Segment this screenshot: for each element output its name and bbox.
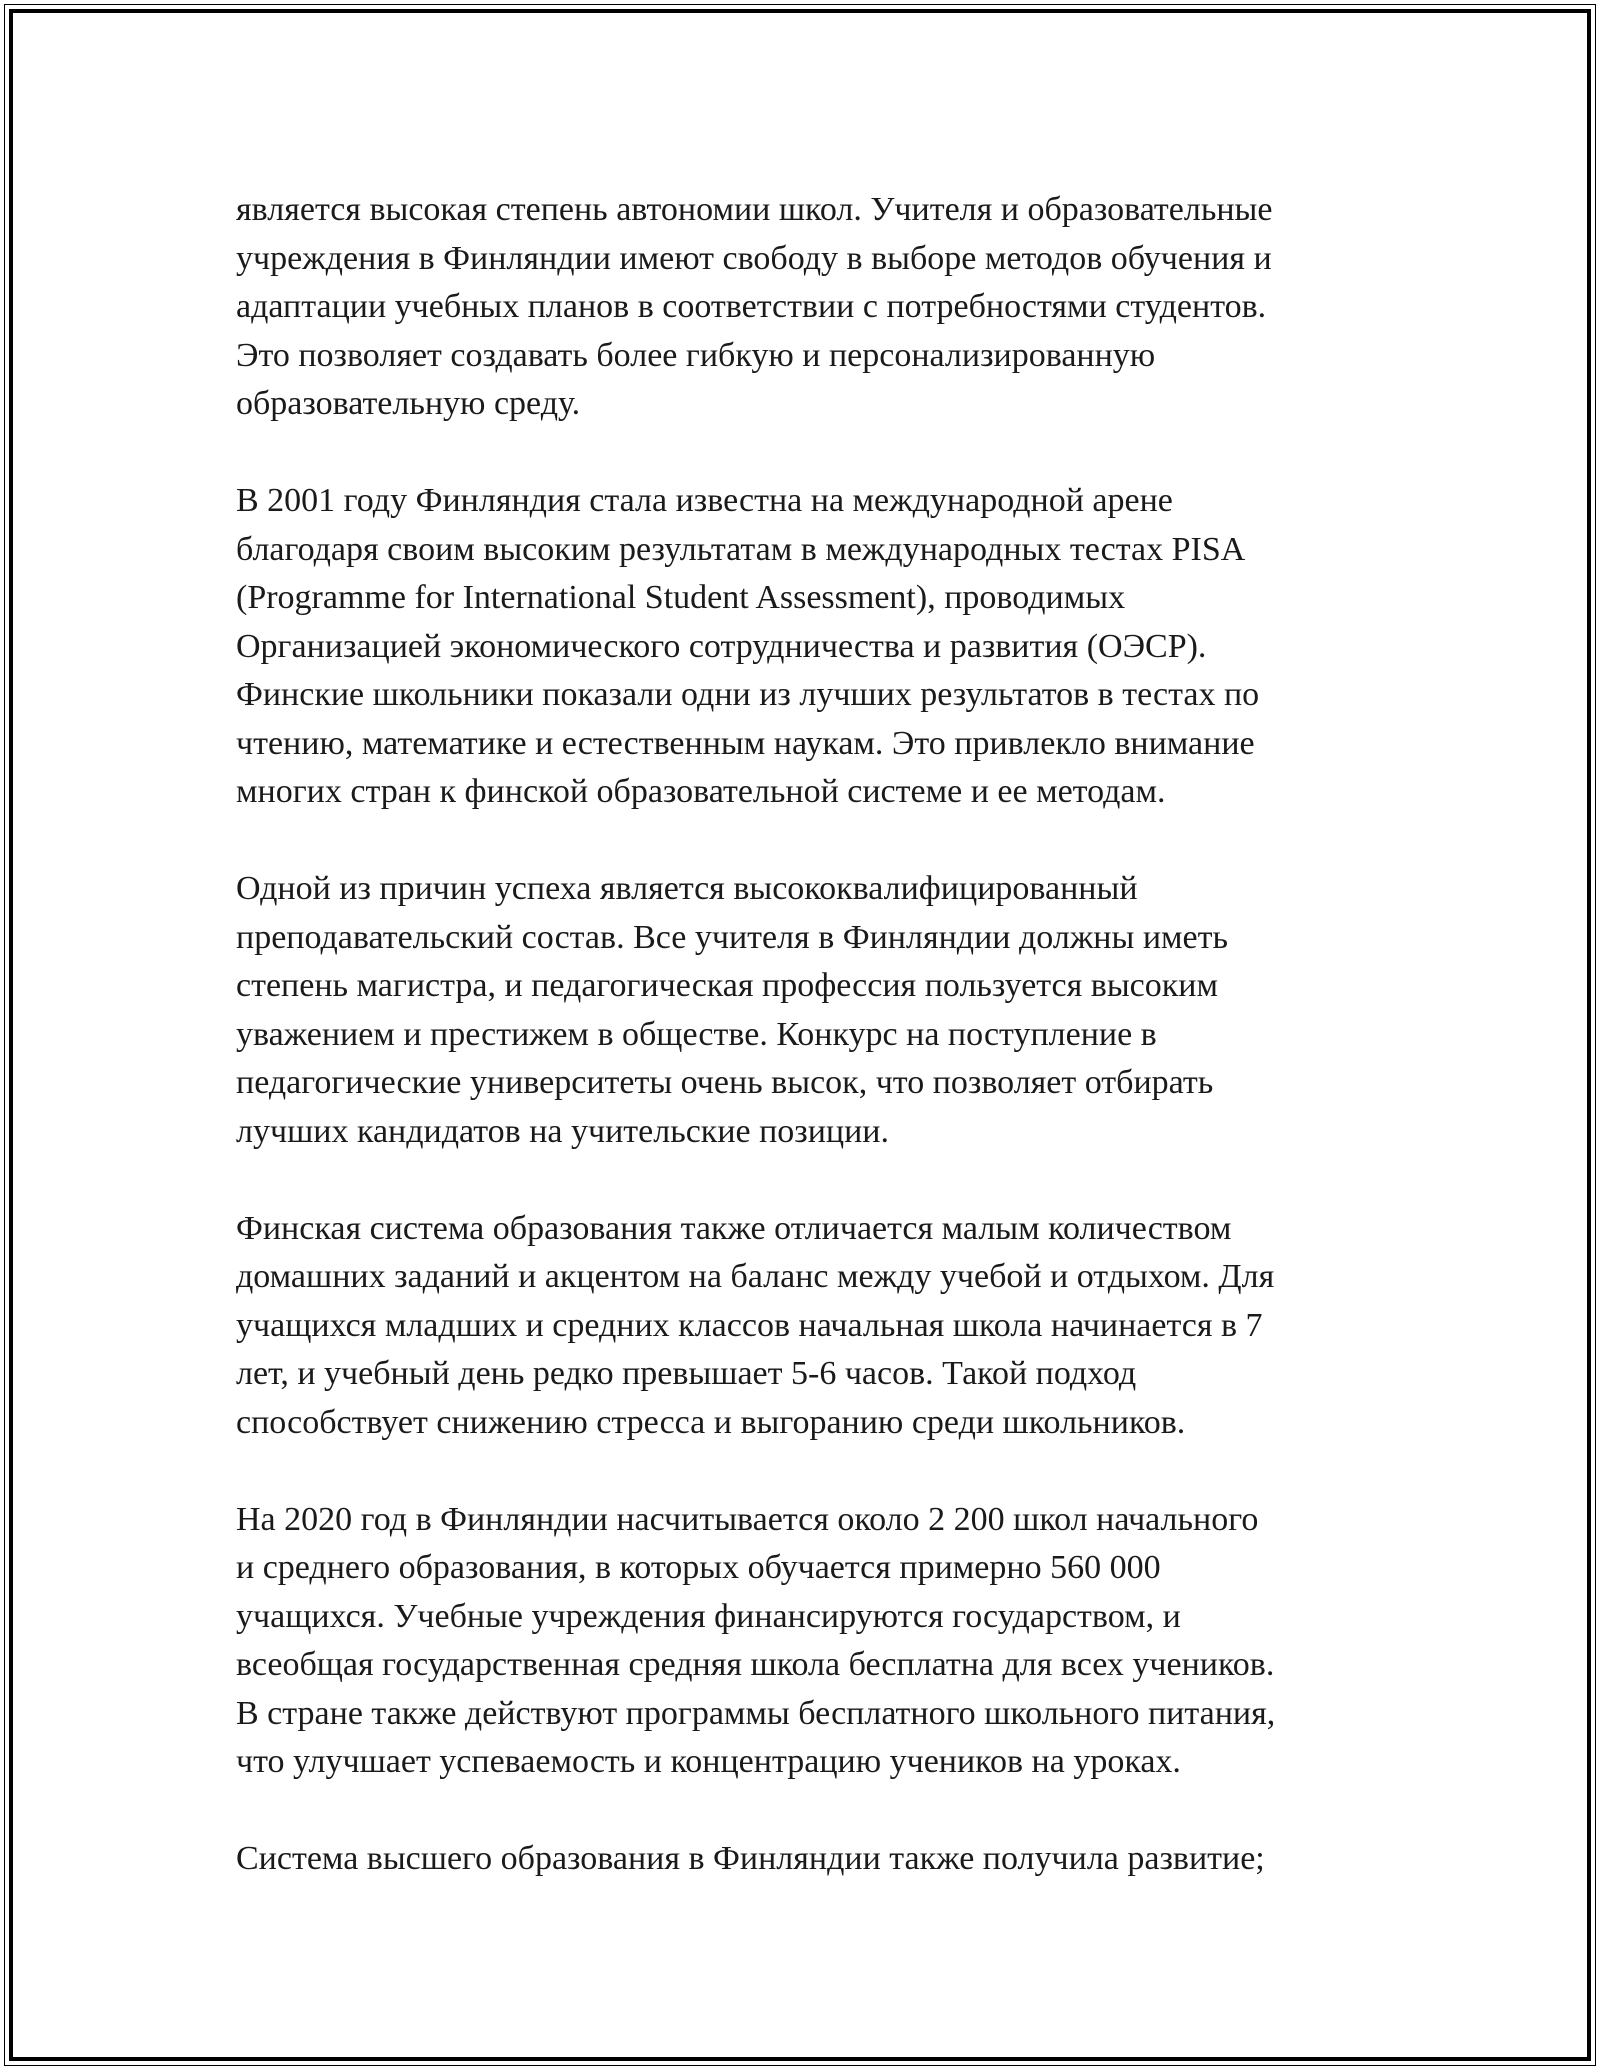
paragraph-higher-education: Система высшего образования в Финляндии также получила развитие; [236, 1840, 1265, 1877]
paragraph-pisa-results: В 2001 году Финляндия стала известна на международной арене благодаря своим высоким результатам в международных тестах PISA (Programme for International Student Assessment), проводимых Организацией экономического сотрудничества и развития (ОЭСР). Финские школьники показали одни из лучших результатов в тестах по чтению, математике и естественным наукам. Это привлекло внимание многих стран к финской образовательной системе и ее методам. [236, 482, 1260, 810]
paragraph-teacher-qualification: Одной из причин успеха является высококвалифицированный преподавательский состав. Все учителя в Финляндии должны иметь степень магистра, и педагогическая профессия пользуется высоким уважением и престижем в обществе. Конкурс на поступление в педагогические университеты очень высок, что позволяет отбирать лучших кандидатов на учительские позиции. [236, 870, 1229, 1150]
paragraph-school-statistics: На 2020 год в Финляндии насчитывается около 2 200 школ начального и среднего образования, в которых обучается примерно 560 000 учащихся. Учебные учреждения финансируются государством, и всеобщая государственная средняя школа бесплатна для всех учеников. В стране также действуют программы бесплатного школьного питания, что улучшает успеваемость и концентрацию учеников на уроках. [236, 1500, 1276, 1780]
paragraph-homework-balance: Финская система образования также отличается малым количеством домашних заданий и акцентом на баланс между учебой и отдыхом. Для учащихся младших и средних классов начальная школа начинается в 7 лет, и учебный день редко превышает 5-6 часов. Такой подход способствует снижению стресса и выгоранию среди школьников. [236, 1209, 1275, 1441]
paragraph-school-autonomy: является высокая степень автономии школ. Учителя и образовательные учреждения в Финляндии имеют свободу в выборе методов обучения и адаптации учебных планов в соответствии с потребностями студентов. Это позволяет создавать более гибкую и персонализированную образовательную среду. [236, 191, 1273, 422]
document-body [236, 186, 1376, 1932]
